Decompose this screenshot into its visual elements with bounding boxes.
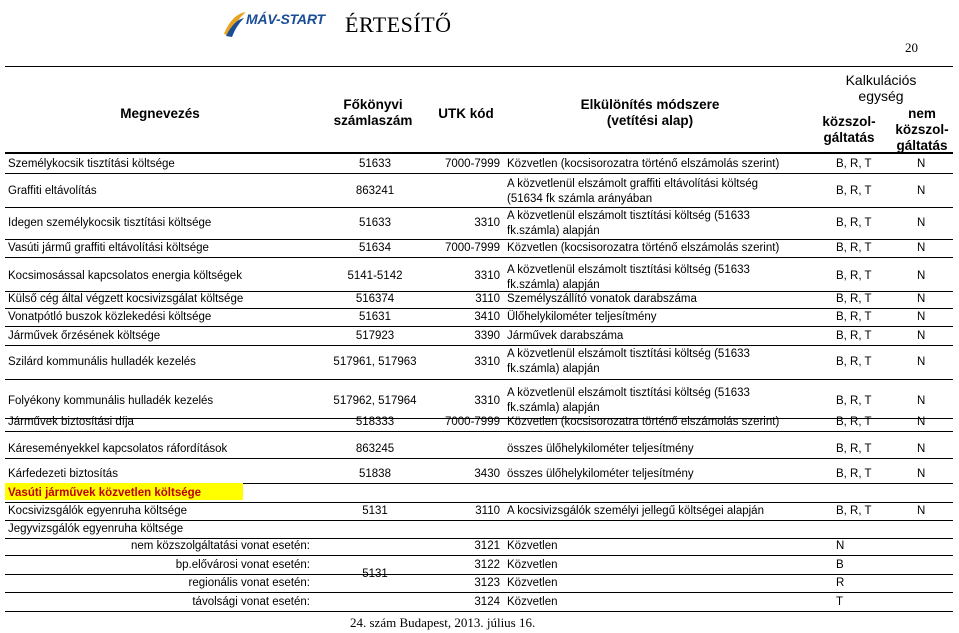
row-method: A közvetlenül elszámolt tisztítási költség (51633 <box>507 387 750 399</box>
row-divider <box>5 458 953 459</box>
row-divider <box>5 257 953 258</box>
row-public: B, R, T <box>836 504 872 517</box>
row-utk: 3410 <box>474 310 500 323</box>
row-utk: 3310 <box>474 356 500 368</box>
row-public: B, R, T <box>836 270 872 282</box>
sub-row-method: Közvetlen <box>507 559 558 571</box>
row-divider <box>5 207 953 208</box>
row-name: Jegyvizsgálók egyenruha költsége <box>8 522 184 535</box>
row-public: B, R, T <box>836 292 872 305</box>
row-method-line2: fk.számla) alapján <box>507 363 600 375</box>
row-name: Folyékony kommunális hulladék kezelés <box>8 395 214 407</box>
row-utk: 3310 <box>474 270 500 282</box>
row-public: B, R, T <box>836 467 872 480</box>
page-title: ÉRTESÍTŐ <box>345 12 452 37</box>
row-method: Járművek darabszáma <box>507 329 624 342</box>
row-nonpublic: N <box>917 241 926 254</box>
sub-ledger: 5131 <box>362 568 388 580</box>
row-ledger: 5131 <box>362 504 388 517</box>
row-ledger: 517961, 517963 <box>333 356 417 368</box>
row-nonpublic: N <box>917 467 926 480</box>
row-nonpublic: N <box>917 504 926 517</box>
sub-row-utk: 3122 <box>474 559 500 571</box>
row-method: Közvetlen (kocsisorozatra történő elszámolás szerint) <box>507 157 780 170</box>
row-method-line2: fk.számla) alapján <box>507 279 600 291</box>
sub-row-unit: B <box>836 559 844 571</box>
row-utk: 3110 <box>475 292 500 305</box>
row-name: Kocsimosással kapcsolatos energia költségek <box>8 270 242 282</box>
row-name: Kárfedezeti biztosítás <box>8 467 118 480</box>
row-name: Külső cég által végzett kocsivizsgálat költsége <box>8 292 244 305</box>
header-bottom-border <box>5 152 953 154</box>
row-method-line2: fk.számla) alapján <box>507 402 600 414</box>
row-utk: 3390 <box>474 329 500 342</box>
row-ledger: 517962, 517964 <box>333 395 417 407</box>
col-header-utk: UTK kód <box>438 106 494 121</box>
row-method: összes ülőhelykilométer teljesítmény <box>507 442 694 455</box>
row-method: A közvetlenül elszámolt graffiti eltávolítási költség <box>507 178 758 190</box>
row-nonpublic: N <box>917 442 926 455</box>
row-nonpublic: N <box>917 329 926 342</box>
row-method: A közvetlenül elszámolt tisztítási költség (51633 <box>507 264 750 276</box>
sub-row-divider <box>5 592 953 593</box>
row-public: B, R, T <box>836 395 872 407</box>
row-name: Szilárd kommunális hulladék kezelés <box>8 356 196 368</box>
row-nonpublic: N <box>917 395 926 407</box>
row-name: Kocsivizsgálók egyenruha költsége <box>8 504 187 517</box>
sub-row-method: Közvetlen <box>507 577 558 589</box>
row-ledger: 51634 <box>359 241 391 254</box>
sub-row-label: távolsági vonat esetén: <box>192 596 310 608</box>
row-divider <box>5 173 953 174</box>
row-nonpublic: N <box>917 185 926 197</box>
sub-row-method: Közvetlen <box>507 540 558 552</box>
row-name: Vonatpótló buszok közlekedési költsége <box>8 310 212 323</box>
sub-row-label: nem közszolgáltatási vonat esetén: <box>131 540 310 552</box>
sub-row-divider <box>5 555 953 556</box>
row-public: B, R, T <box>836 329 872 342</box>
col-header-calc-unit: Kalkulációs egység <box>845 72 917 104</box>
row-public: B, R, T <box>836 442 872 455</box>
row-utk: 3430 <box>474 467 500 480</box>
sub-row-unit: N <box>836 540 845 552</box>
row-utk: 3110 <box>475 504 500 517</box>
page-number: 20 <box>905 40 918 55</box>
row-name: Vasúti járművek közvetlen költsége <box>8 486 202 499</box>
row-ledger: 517923 <box>355 329 395 342</box>
row-name: Személykocsik tisztítási költsége <box>8 157 175 170</box>
col-header-name: Megnevezés <box>120 106 200 121</box>
row-nonpublic: N <box>917 415 926 428</box>
row-utk: 3310 <box>474 217 500 229</box>
row-utk: 7000-7999 <box>445 415 500 428</box>
row-nonpublic: N <box>917 356 926 368</box>
row-name: Idegen személykocsik tisztítási költsége <box>8 217 212 229</box>
mav-start-logo <box>222 8 334 42</box>
sub-row-divider <box>5 611 953 612</box>
col-header-public: közszol-gáltatás <box>822 114 876 145</box>
row-method: Közvetlen (kocsisorozatra történő elszámolás szerint) <box>507 415 780 428</box>
row-method: összes ülőhelykilométer teljesítmény <box>507 467 694 480</box>
row-ledger: 51631 <box>359 310 391 323</box>
row-method: A kocsivizsgálók személyi jellegű költségei alapján <box>507 504 764 517</box>
row-public: B, R, T <box>836 217 872 229</box>
row-nonpublic: N <box>917 270 926 282</box>
row-nonpublic: N <box>917 292 926 305</box>
sub-row-utk: 3124 <box>474 596 500 608</box>
sub-row-method: Közvetlen <box>507 596 558 608</box>
row-public: B, R, T <box>836 241 872 254</box>
row-public: B, R, T <box>836 415 872 428</box>
sub-row-label: regionális vonat esetén: <box>188 577 310 589</box>
row-name: Káreseményekkel kapcsolatos ráfordítások <box>8 442 228 455</box>
row-method-line2: fk.számla) alapján <box>507 225 600 237</box>
row-ledger: 863241 <box>355 185 395 197</box>
row-nonpublic: N <box>917 157 926 170</box>
row-method: Közvetlen (kocsisorozatra történő elszámolás szerint) <box>507 241 780 254</box>
row-utk: 3310 <box>474 395 500 407</box>
table-top-border <box>5 66 953 67</box>
col-header-nonpublic: nem közszol-gáltatás <box>895 106 949 153</box>
sub-row-unit: R <box>836 577 845 589</box>
row-utk: 7000-7999 <box>445 241 500 254</box>
row-public: B, R, T <box>836 185 872 197</box>
row-divider <box>5 431 953 432</box>
row-method-line2: (51634 fk számla arányában <box>507 193 653 205</box>
row-ledger: 51633 <box>359 157 391 170</box>
sub-row-utk: 3121 <box>474 540 500 552</box>
sub-row-label: bp.elővárosi vonat esetén: <box>175 559 310 571</box>
row-ledger: 51838 <box>359 467 391 480</box>
logo-swoosh-icon <box>222 10 248 38</box>
col-header-ledger: Főkönyvi számlaszám <box>333 97 413 128</box>
row-name: Graffiti eltávolítás <box>8 185 97 197</box>
row-ledger: 5141-5142 <box>347 270 403 282</box>
row-utk: 7000-7999 <box>445 157 500 170</box>
row-method: Ülőhelykilométer teljesítmény <box>507 310 657 323</box>
row-ledger: 863245 <box>355 442 395 455</box>
row-name: Vasúti jármű graffiti eltávolítási költsége <box>8 241 209 254</box>
row-method: A közvetlenül elszámolt tisztítási költség (51633 <box>507 348 750 360</box>
logo-text: MÁV-START <box>246 11 325 27</box>
row-nonpublic: N <box>917 217 926 229</box>
row-divider <box>5 379 953 380</box>
row-nonpublic: N <box>917 310 926 323</box>
row-public: B, R, T <box>836 356 872 368</box>
sub-row-unit: T <box>836 596 844 608</box>
col-header-method: Elkülönítés módszere (vetítési alap) <box>580 97 720 128</box>
row-name: Járművek őrzésének költsége <box>8 329 161 342</box>
row-ledger: 518333 <box>355 415 395 428</box>
row-public: B, R, T <box>836 310 872 323</box>
row-method: Személyszállító vonatok darabszáma <box>507 292 697 305</box>
row-ledger: 51633 <box>359 217 391 229</box>
row-method: A közvetlenül elszámolt tisztítási költség (51633 <box>507 210 750 222</box>
row-name: Járművek biztosítási díja <box>8 415 134 428</box>
sub-row-utk: 3123 <box>474 577 500 589</box>
row-public: B, R, T <box>836 157 872 170</box>
footer: 24. szám Budapest, 2013. július 16. <box>350 615 536 630</box>
row-ledger: 516374 <box>355 292 395 305</box>
row-divider <box>5 345 953 346</box>
